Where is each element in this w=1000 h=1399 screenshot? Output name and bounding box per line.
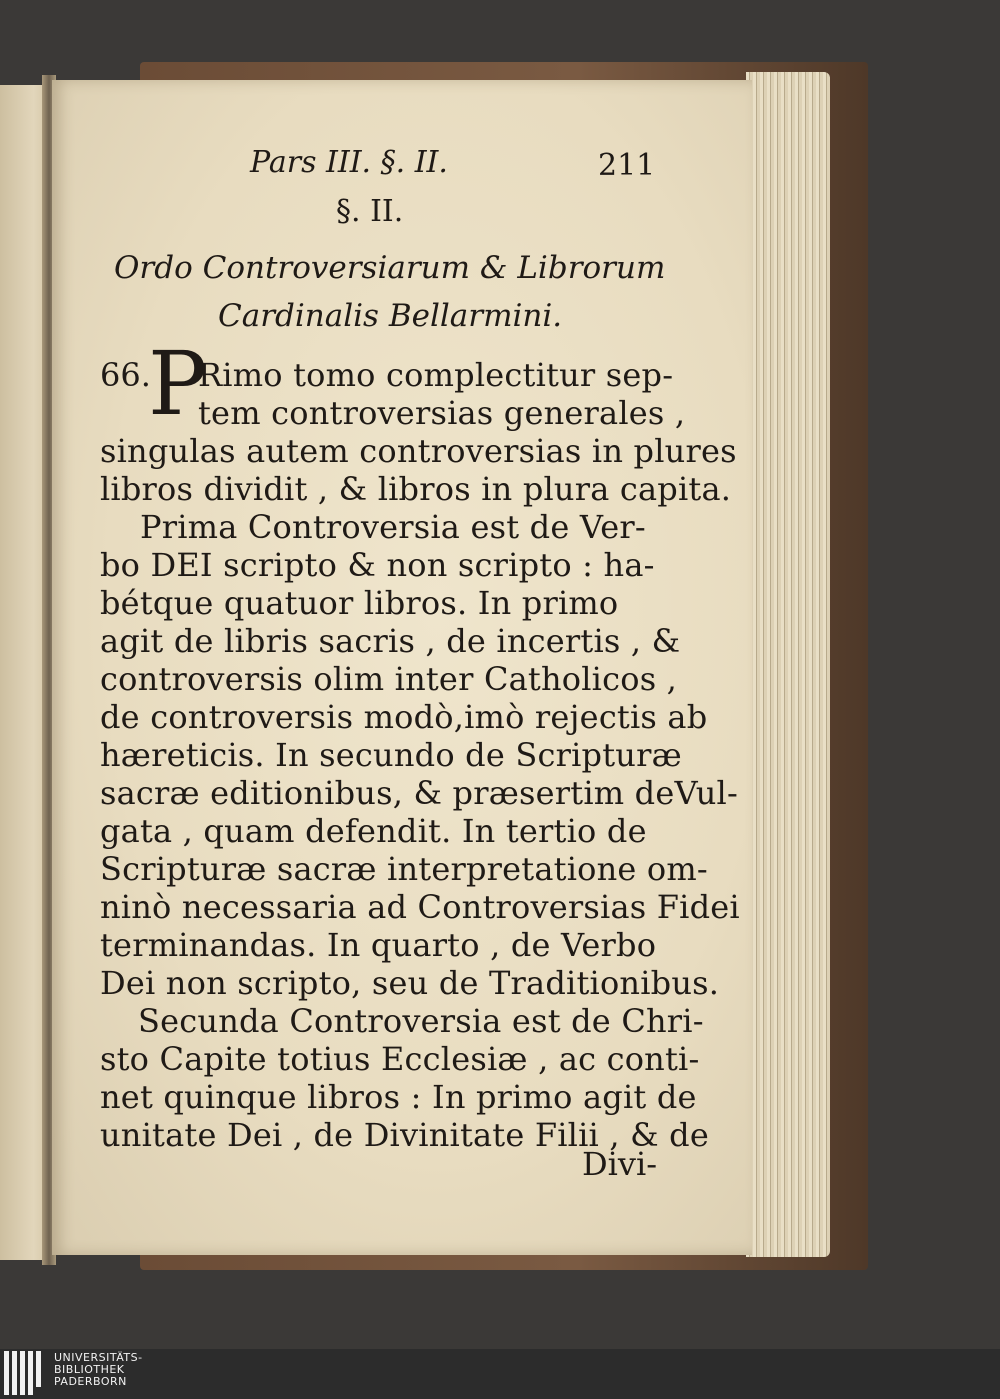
text-line: bétque quatuor libros. In primo xyxy=(100,584,619,622)
text-line: agit de libris sacris , de incertis , & xyxy=(100,622,681,660)
logo-text-line: UNIVERSITÄTS- xyxy=(54,1351,143,1364)
text-line: ninò necessaria ad Controversias Fidei xyxy=(100,888,740,926)
page-edges xyxy=(746,72,830,1257)
text-line: hæreticis. In secundo de Scripturæ xyxy=(100,736,682,774)
text-line: Dei non scripto, seu de Traditionibus. xyxy=(100,964,720,1002)
text-line: sacræ editionibus, & præsertim deVul- xyxy=(100,774,739,812)
library-footer xyxy=(0,1349,1000,1399)
text-line: terminandas. In quarto , de Verbo xyxy=(100,926,657,964)
section-heading: §. II. xyxy=(336,194,404,229)
running-head: Pars III. §. II. xyxy=(250,145,448,180)
text-line: controversis olim inter Catholicos , xyxy=(100,660,678,698)
text-line: de controversis modò,imò rejectis ab xyxy=(100,698,708,736)
text-line: Prima Controversia est de Ver- xyxy=(140,508,646,546)
text-line: gata , quam defendit. In tertio de xyxy=(100,812,647,850)
page-number: 211 xyxy=(598,148,656,183)
drop-cap: P xyxy=(148,332,208,435)
logo-text-line: PADERBORN xyxy=(54,1375,127,1388)
text-line: net quinque libros : In primo agit de xyxy=(100,1078,697,1116)
text-line: unitate Dei , de Divinitate Filii , & de xyxy=(100,1116,709,1154)
first-line-text: Rimo tomo complectitur sep- xyxy=(198,356,674,394)
library-logo-icon xyxy=(2,1351,46,1397)
left-page-edge xyxy=(0,85,48,1260)
text-line: Secunda Controversia est de Chri- xyxy=(138,1002,704,1040)
text-line: Scripturæ sacræ interpretatione om- xyxy=(100,850,708,888)
logo-text-line: BIBLIOTHEK xyxy=(54,1363,125,1376)
section-title-line-2: Cardinalis Bellarmini. xyxy=(218,298,563,334)
section-title-line-1: Ordo Controversiarum & Librorum xyxy=(114,250,666,286)
text-line: bo DEI scripto & non scripto : ha- xyxy=(100,546,655,584)
catchword: Divi- xyxy=(582,1145,658,1183)
paragraph-number: 66. xyxy=(100,356,151,394)
text-line: sto Capite totius Ecclesiæ , ac conti- xyxy=(100,1040,700,1078)
text-line: singulas autem controversias in plures xyxy=(100,432,737,470)
second-line-text: tem controversias generales , xyxy=(198,394,686,432)
text-line: libros dividit , & libros in plura capita. xyxy=(100,470,732,508)
